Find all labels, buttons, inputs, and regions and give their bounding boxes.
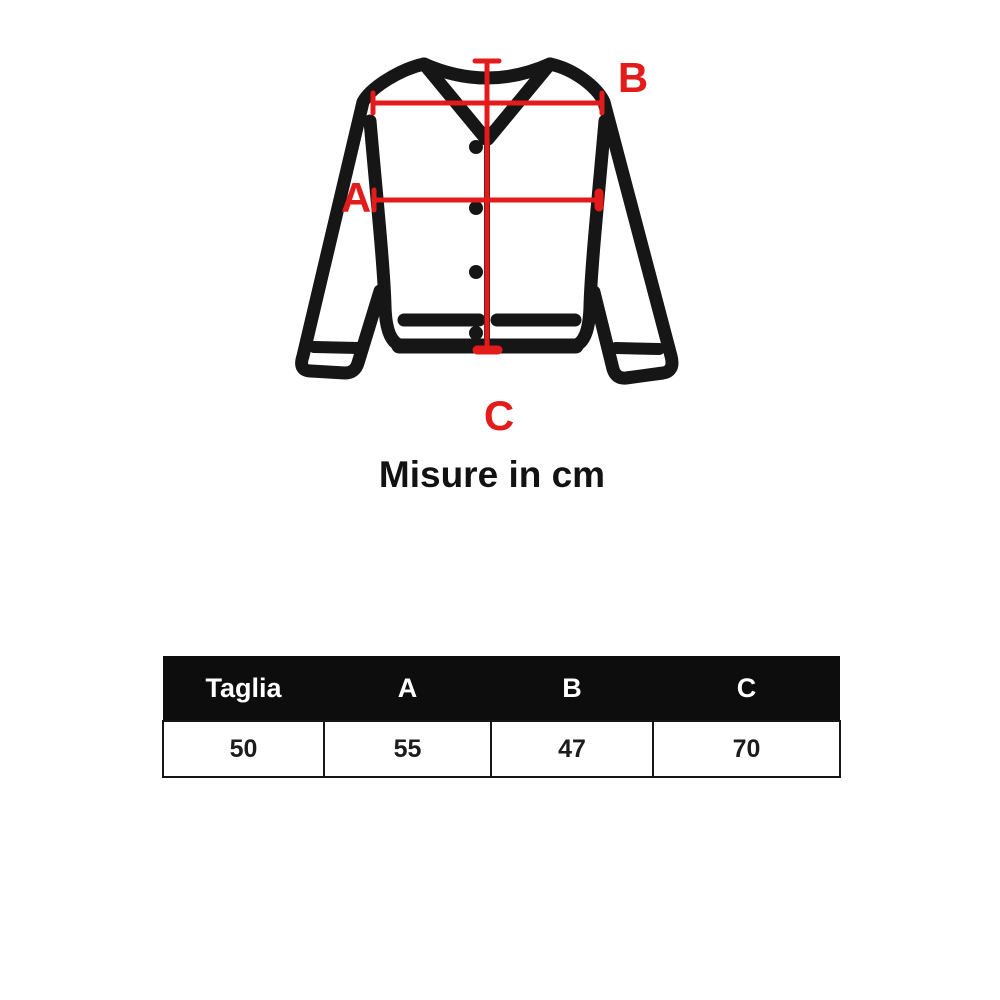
cell-b: 47 <box>491 721 653 777</box>
button-dot <box>469 201 483 215</box>
button-dots <box>469 140 483 340</box>
col-header-a: A <box>324 656 491 721</box>
cell-a: 55 <box>324 721 491 777</box>
col-header-c: C <box>653 656 840 721</box>
cell-c: 70 <box>653 721 840 777</box>
button-dot <box>469 326 483 340</box>
size-table-header-row <box>163 656 840 721</box>
measure-label-a: A <box>340 174 372 221</box>
cell-taglia: 50 <box>163 721 324 777</box>
right-sleeve-outline <box>550 64 672 378</box>
measure-label-c: C <box>483 392 515 439</box>
col-header-taglia: Taglia <box>163 656 324 721</box>
button-dot <box>469 140 483 154</box>
left-cuff-rib <box>314 347 358 348</box>
button-dot <box>469 265 483 279</box>
size-table <box>162 656 841 778</box>
col-header-b: B <box>491 656 653 721</box>
size-table-row <box>163 721 840 777</box>
measure-label-b: B <box>617 54 649 101</box>
measurement-lines <box>373 61 602 351</box>
caption-misure-in-cm: Misure in cm <box>378 454 606 495</box>
right-cuff-rib <box>616 348 659 349</box>
